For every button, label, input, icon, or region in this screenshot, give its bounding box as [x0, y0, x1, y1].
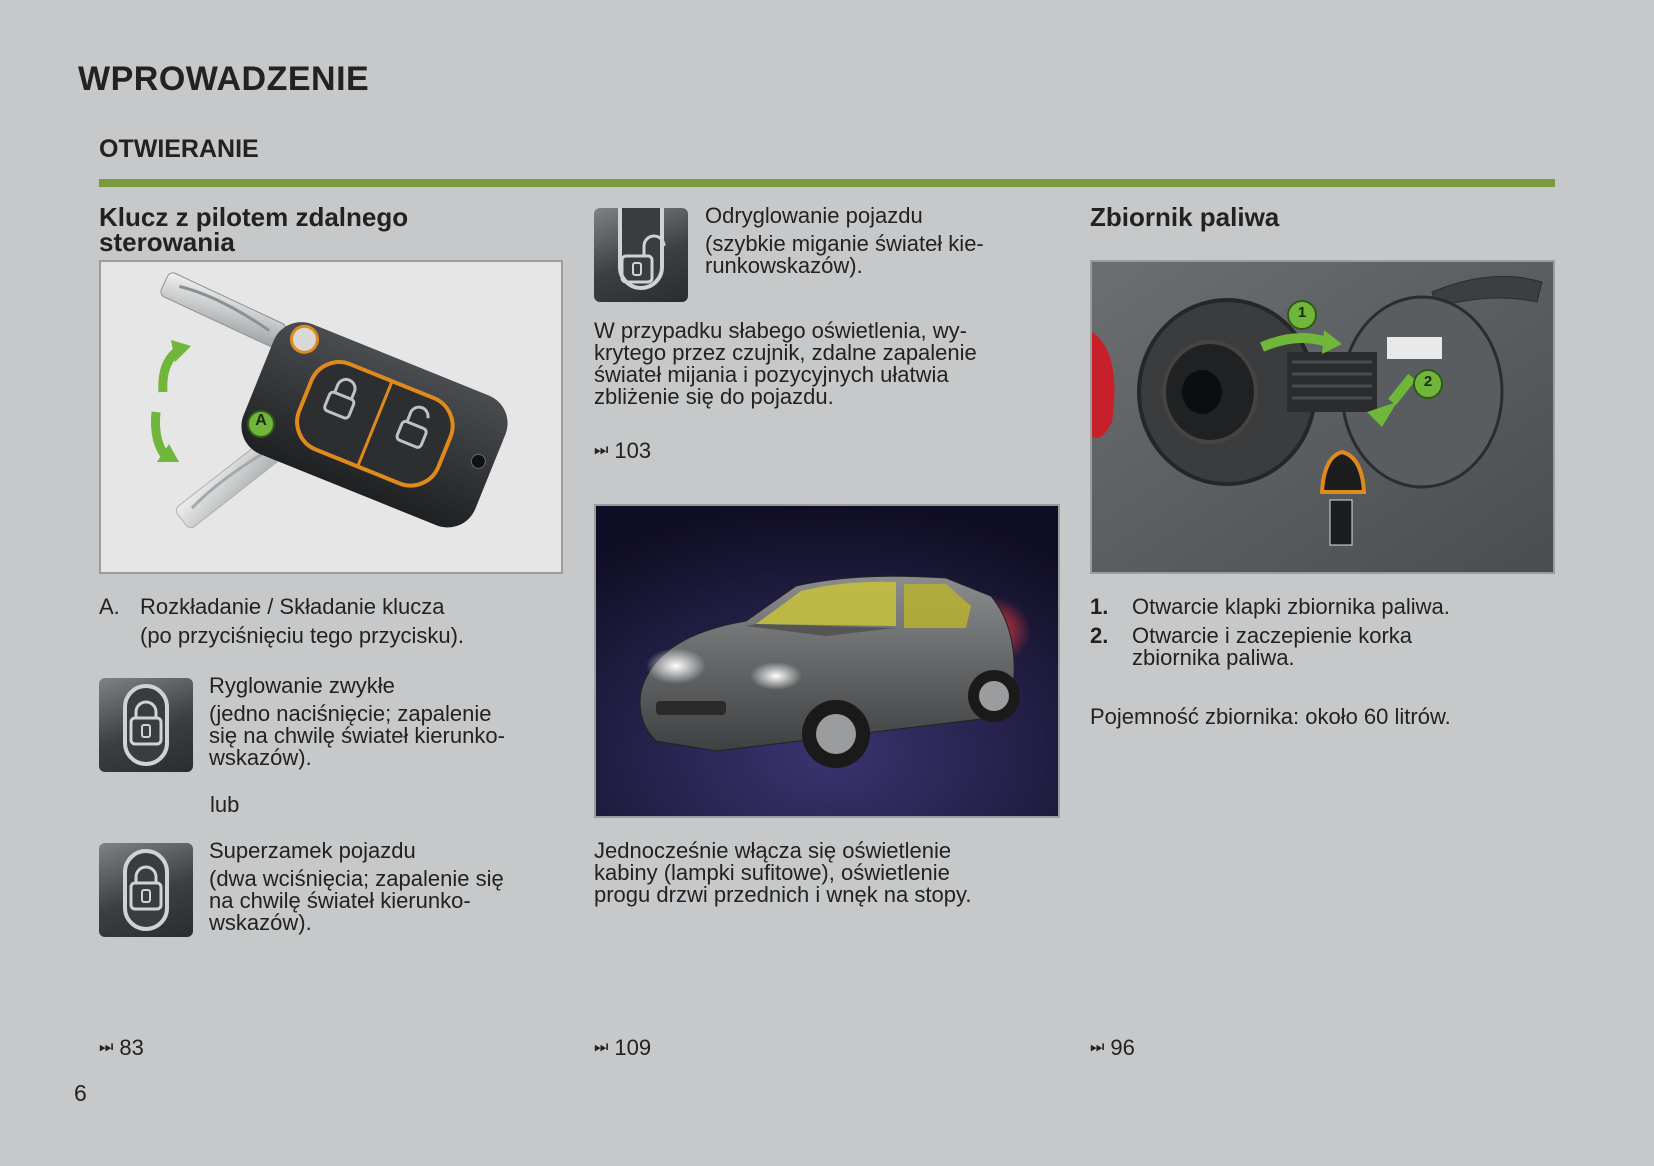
key-remote-heading: Klucz z pilotem zdalnego sterowania	[99, 202, 409, 257]
lighting-paragraph: W przypadku słabego oświetlenia, wy- krytego przez czujnik, zdalne zapalenie świateł mijania i pozycyjnych ułatwia zbliżenie się do pojazdu.	[594, 318, 977, 409]
deadlock-button-icon	[99, 843, 193, 937]
car-lighting-figure	[594, 504, 1060, 818]
section-divider	[99, 179, 1555, 187]
section-title: WPROWADZENIE	[78, 60, 370, 98]
unlock-button-icon	[594, 208, 688, 302]
item-a-label: A.	[99, 594, 120, 619]
page-number: 6	[74, 1080, 87, 1106]
button-a-label: A	[255, 412, 267, 429]
fuel-tank-illustration	[1092, 262, 1553, 572]
interior-lighting-paragraph: Jednocześnie włącza się oświetlenie kabiny (lampki sufitowe), oświetlenie progu drzwi przednich i wnęk na stopy.	[594, 838, 972, 907]
key-remote-illustration	[101, 262, 561, 572]
list-item: 2. Otwarcie i zaczepienie korka	[1090, 623, 1413, 648]
or-text: lub	[210, 792, 240, 817]
unlock-text: Odryglowanie pojazdu (szybkie miganie świateł kie- runkowskazów).	[705, 203, 984, 278]
item-a-text: Rozkładanie / Składanie klucza (po przyciśnięciu tego przycisku).	[140, 594, 465, 648]
page-ref-109: ⏭ 109	[594, 1035, 652, 1060]
step-1-badge: 1	[1297, 304, 1307, 321]
skip-forward-icon: ⏭	[99, 1039, 112, 1056]
key-remote-figure	[99, 260, 563, 574]
lock-standard-text: Ryglowanie zwykłe (jedno naciśnięcie; zapalenie się na chwilę świateł kierunko- wskazów).	[209, 673, 505, 770]
lock-button-icon	[99, 678, 193, 772]
page-ref-96: ⏭ 96	[1090, 1035, 1135, 1060]
deadlock-text: Superzamek pojazdu (dwa wciśnięcia; zapalenie się na chwilę świateł kierunko- wskazów).	[209, 838, 504, 935]
skip-forward-icon: ⏭	[594, 442, 607, 459]
page-ref-83: ⏭ 83	[99, 1035, 144, 1060]
step-2-badge: 2	[1423, 373, 1433, 390]
fuel-steps-list: 1. Otwarcie klapki zbiornika paliwa. 2. Otwarcie i zaczepienie korka zbiornika paliwa.	[1090, 596, 1555, 669]
fuel-tank-heading: Zbiornik paliwa	[1090, 202, 1280, 232]
car-lighting-illustration	[596, 506, 1058, 816]
page-ref-103: ⏭ 103	[594, 438, 652, 463]
skip-forward-icon: ⏭	[594, 1039, 607, 1056]
list-item: 1. Otwarcie klapki zbiornika paliwa.	[1090, 594, 1450, 619]
tank-capacity-text: Pojemność zbiornika: około 60 litrów.	[1090, 704, 1451, 729]
subsection-title: OTWIERANIE	[99, 135, 259, 163]
fuel-tank-figure	[1090, 260, 1555, 574]
skip-forward-icon: ⏭	[1090, 1039, 1103, 1056]
